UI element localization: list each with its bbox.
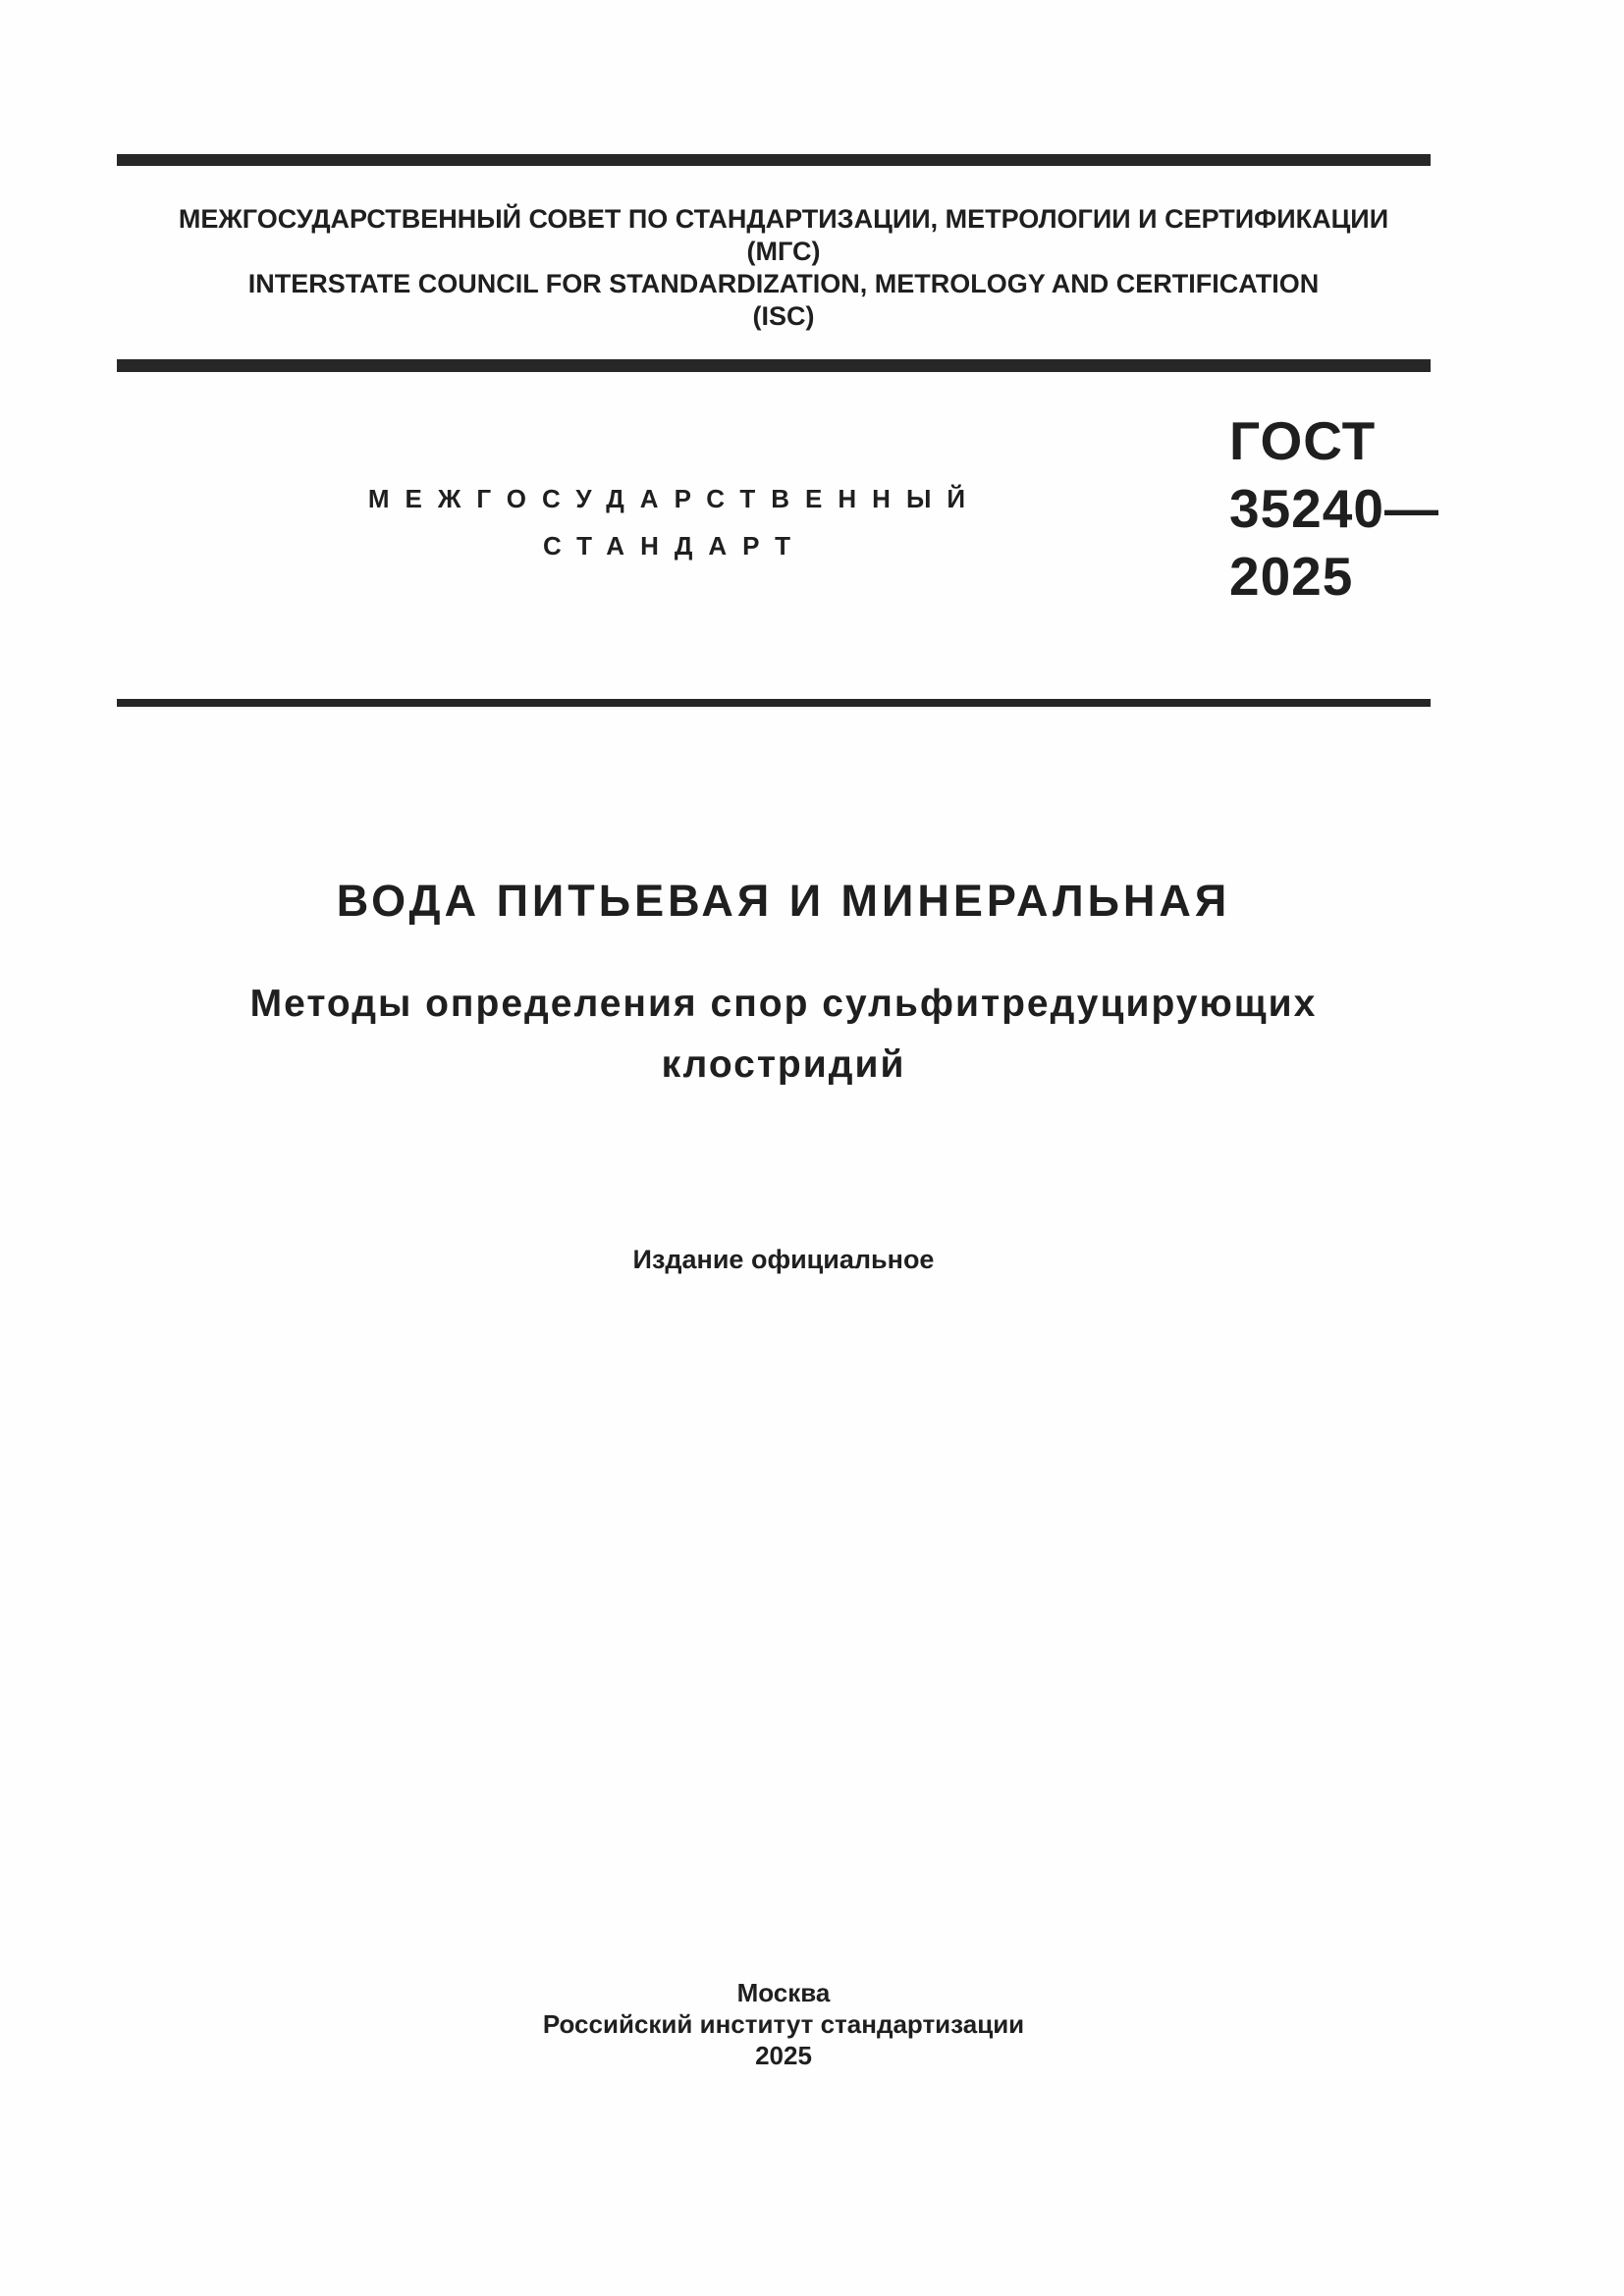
council-name-en: INTERSTATE COUNCIL FOR STANDARDIZATION, METROLOGY AND CERTIFICATION <box>247 269 1320 298</box>
imprint-publisher: Российский институт стандартизации <box>542 2009 1025 2039</box>
imprint-block <box>126 1977 1441 2071</box>
document-subtitle-line2: клостридий <box>661 1043 906 1086</box>
council-name-ru: МЕЖГОСУДАРСТВЕННЫЙ СОВЕТ ПО СТАНДАРТИЗАЦИИ, МЕТРОЛОГИИ И СЕРТИФИКАЦИИ <box>178 204 1389 234</box>
standard-code-line3: 2025 <box>1229 546 1354 607</box>
document-subtitle-line1: Методы определения спор сульфитредуцирующих <box>249 983 1318 1025</box>
council-header <box>126 203 1441 333</box>
standard-code <box>1229 407 1439 611</box>
council-abbr-ru: (МГС) <box>746 237 821 266</box>
standard-type-line2: СТАНДАРТ <box>542 531 807 561</box>
standard-code-line2: 35240— <box>1229 478 1439 539</box>
council-abbr-en: (ISC) <box>752 301 815 331</box>
header-separator-rule <box>117 359 1431 372</box>
standard-type-label <box>117 475 1232 569</box>
standard-type-line1: МЕЖГОСУДАРСТВЕННЫЙ <box>367 484 982 513</box>
document-subtitle <box>126 974 1441 1095</box>
document-title: ВОДА ПИТЬЕВАЯ И МИНЕРАЛЬНАЯ <box>336 876 1231 926</box>
top-rule <box>117 154 1431 166</box>
edition-note: Издание официальное <box>632 1245 935 1274</box>
title-separator-rule <box>117 699 1431 707</box>
imprint-year: 2025 <box>755 2041 812 2070</box>
imprint-city: Москва <box>736 1978 831 2007</box>
standard-code-line1: ГОСТ <box>1229 410 1377 471</box>
